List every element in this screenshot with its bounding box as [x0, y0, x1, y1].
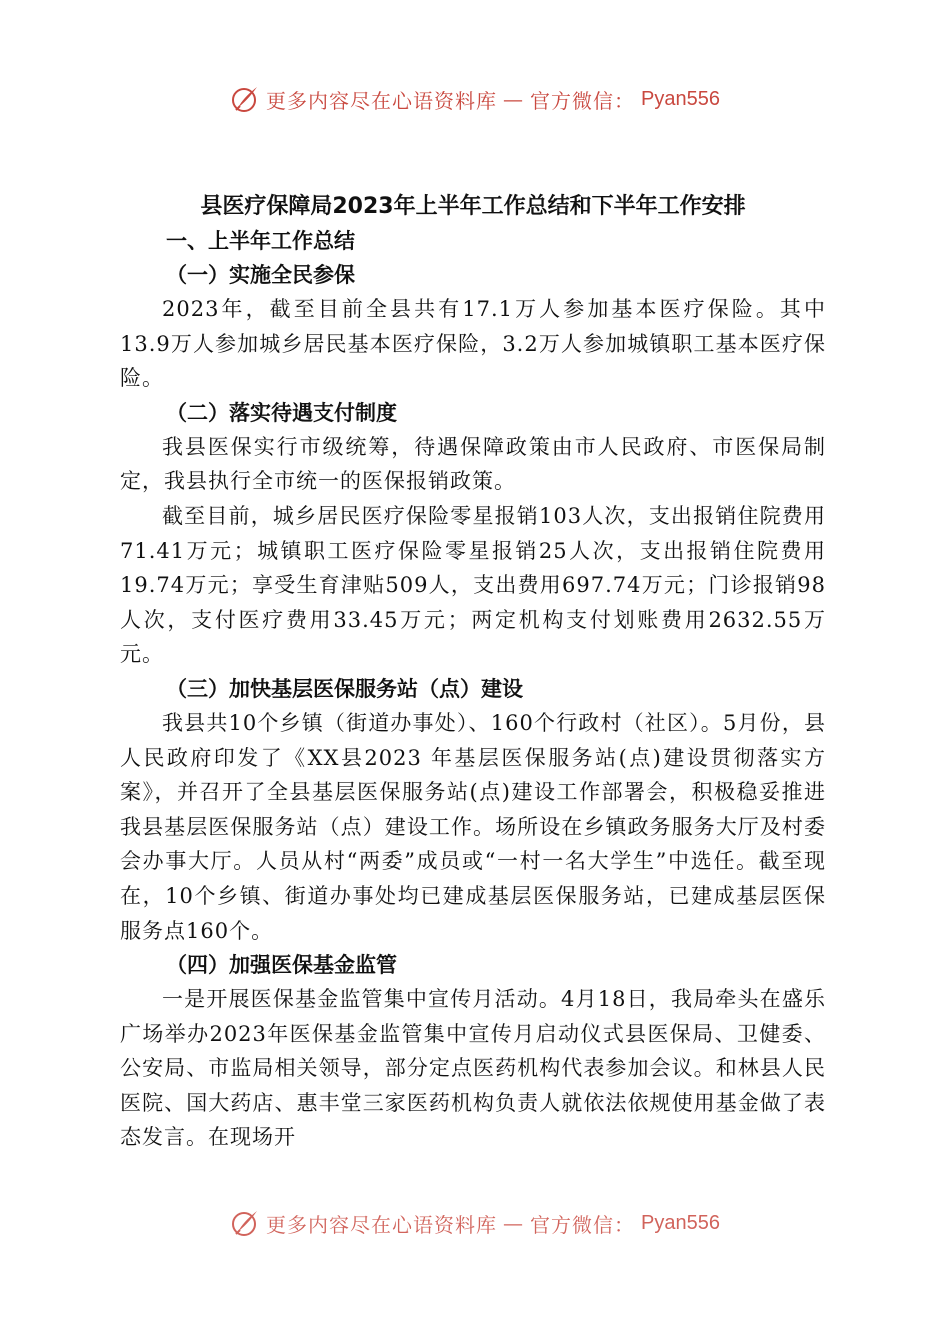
- watermark-official: 官方微信：: [530, 88, 636, 113]
- watermark-wechat-id: Pyan556: [641, 87, 720, 110]
- paragraph-3: 截至目前，城乡居民医疗保险零星报销103人次，支出报销住院费用71.41万元；城镇职工医疗保险零星报销25人次，支出报销住院费用19.74万元；享受生育津贴509人，支出费用697.74万元；门诊报销98人次，支付医疗费用33.45万元；两定机构支付划账费用2632.55万元。: [120, 503, 826, 667]
- footer-watermark-wechat-id: Pyan556: [641, 1211, 720, 1234]
- quill-logo-icon: [230, 1208, 260, 1238]
- subsection-heading-2: （二）落实待遇支付制度: [166, 400, 397, 425]
- subsection-heading-1: （一）实施全民参保: [166, 263, 355, 287]
- footer-watermark-official: 官方微信：: [530, 1212, 636, 1237]
- paragraph-5: 一是开展医保基金监管集中宣传月活动。4月18日，我局牵头在盛乐广场举办2023年医保基金监管集中宣传月启动仪式县医保局、卫健委、公安局、市监局相关领导，部分定点医药机构代表参加会议。和林县人民医院、国大药店、惠丰堂三家医药机构负责人就依法依规使用基金做了表态发言。在现场开: [120, 987, 826, 1150]
- paragraph-4: 我县共10个乡镇（街道办事处）、160个行政村（社区）。5月份，县人民政府印发了《XX县2023 年基层医保服务站(点)建设贯彻落实方案》，并召开了全县基层医保服务站(点)建设工作部署会，积极稳妥推进我县基层医保服务站（点）建设工作。场所设在乡镇政务服务大厅及村委会办事大厅。人员从村“两委”成员或“一村一名大学生”中选任。截至现在，10个乡镇、街道办事处均已建成基层医保服务站，已建成基层医保服务点160个。: [120, 710, 826, 943]
- document-body: [120, 190, 826, 1155]
- subsection-heading-3: （三）加快基层医保服务站（点）建设: [166, 676, 523, 701]
- document-title: 县医疗保障局2023年上半年工作总结和下半年工作安排: [200, 194, 746, 219]
- paragraph-1: 2023年，截至目前全县共有17.1万人参加基本医疗保险。其中13.9万人参加城乡居民基本医疗保险，3.2万人参加城镇职工基本医疗保险。: [120, 297, 826, 391]
- watermark-brand: 更多内容尽在心语资料库: [266, 88, 498, 113]
- subsection-heading-4: （四）加强医保基金监管: [166, 953, 397, 978]
- watermark-header: [0, 84, 950, 114]
- watermark-footer: [0, 1208, 950, 1238]
- footer-watermark-brand: 更多内容尽在心语资料库: [266, 1212, 498, 1237]
- footer-watermark-dash: —: [503, 1211, 525, 1235]
- quill-logo-icon: [230, 84, 260, 114]
- section-heading-1: 一、上半年工作总结: [166, 229, 355, 253]
- paragraph-2: 我县医保实行市级统筹，待遇保障政策由市人民政府、市医保局制定，我县执行全市统一的医保报销政策。: [120, 434, 826, 494]
- watermark-dash: —: [503, 87, 525, 111]
